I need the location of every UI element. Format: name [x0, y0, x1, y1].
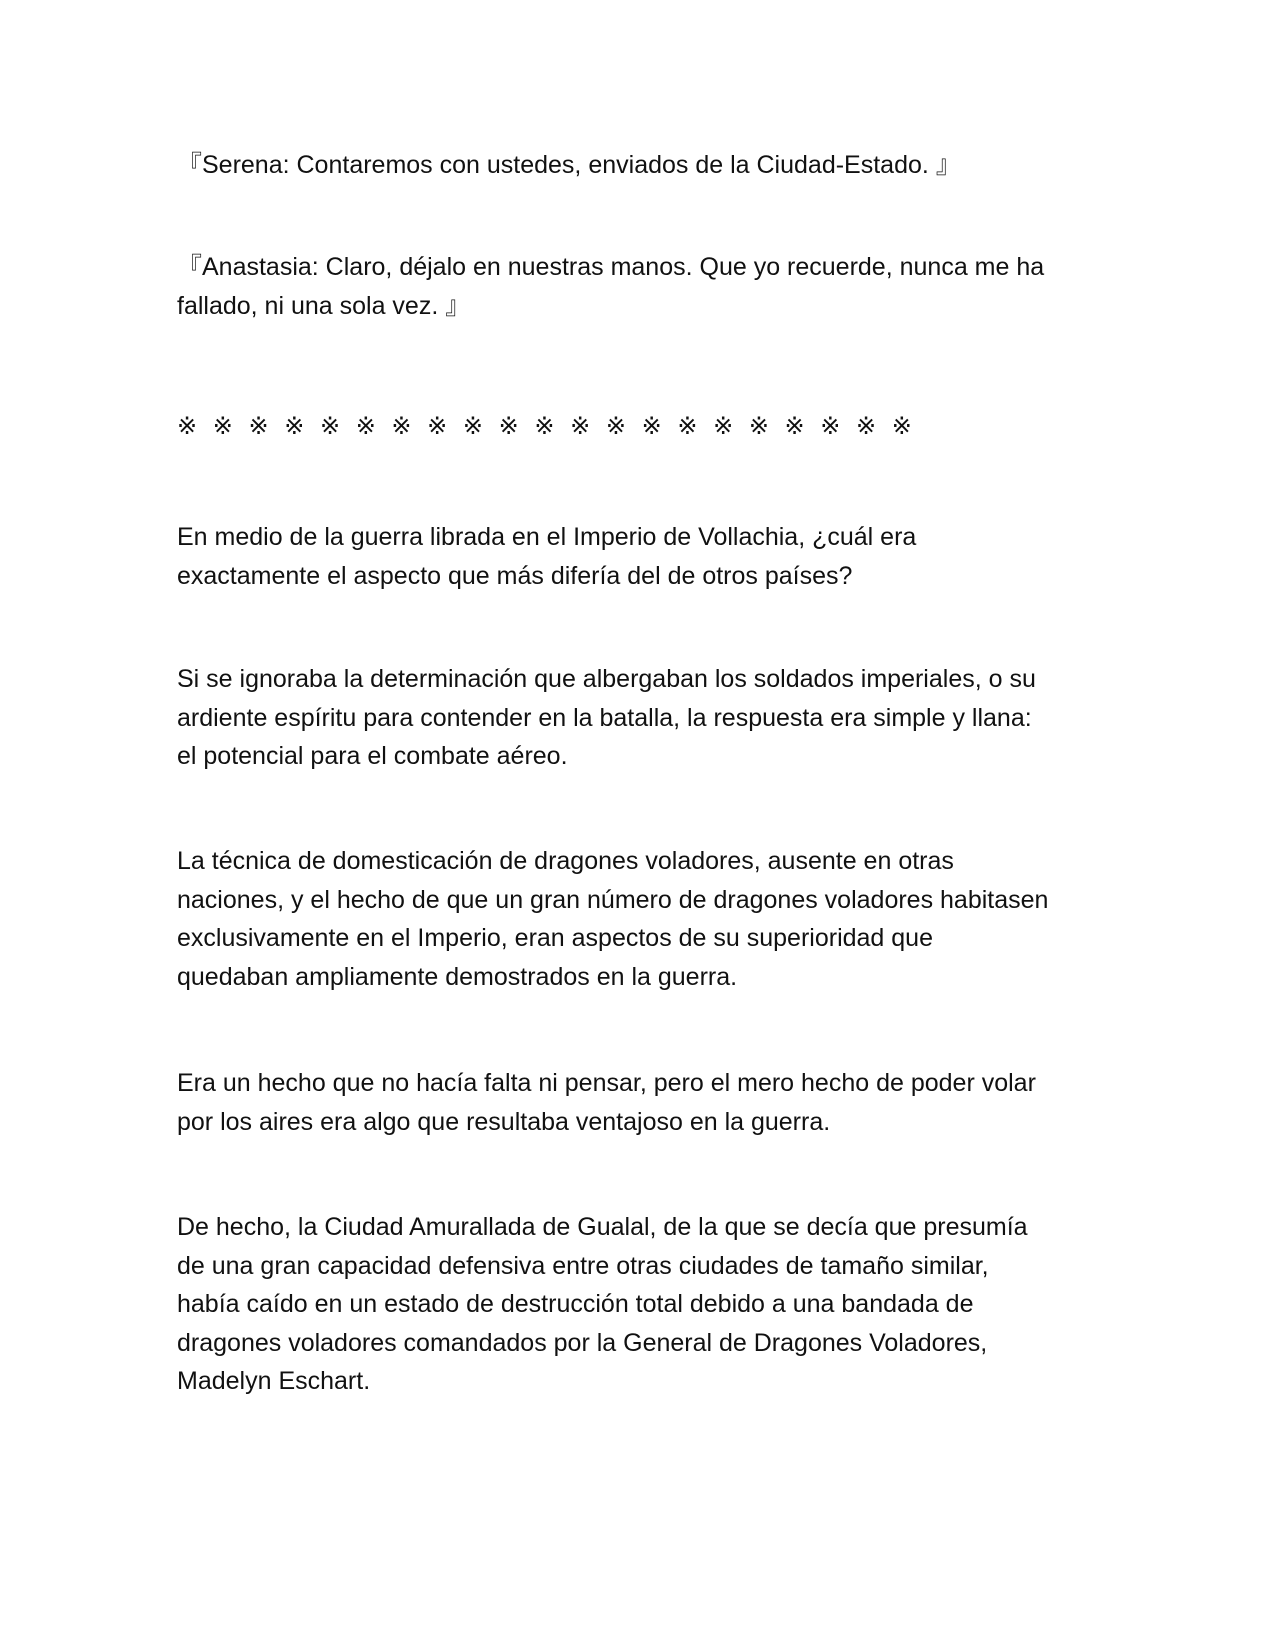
text-line: de una gran capacidad defensiva entre otras ciudades de tamaño similar,	[177, 1251, 989, 1280]
text-line: quedaban ampliamente demostrados en la guerra.	[177, 962, 738, 991]
text-line: dragones voladores comandados por la General de Dragones Voladores,	[177, 1328, 988, 1357]
text-line: 『Serena: Contaremos con ustedes, enviados de la Ciudad-Estado. 』	[177, 151, 961, 179]
paragraph-1	[177, 518, 1117, 595]
text-line: Madelyn Eschart.	[177, 1367, 371, 1395]
dialogue-anastasia	[177, 248, 1117, 325]
dialogue-serena	[177, 146, 1117, 185]
text-line: Era un hecho que no hacía falta ni pensar, pero el mero hecho de poder volar	[177, 1069, 1036, 1097]
text-line: De hecho, la Ciudad Amurallada de Gualal, de la que se decía que presumía	[177, 1213, 1028, 1241]
text-line: La técnica de domesticación de dragones voladores, ausente en otras	[177, 847, 954, 875]
text-line: por los aires era algo que resultaba ventajoso en la guerra.	[177, 1107, 831, 1136]
text-line: el potencial para el combate aéreo.	[177, 742, 568, 770]
text-line: ardiente espíritu para contender en la batalla, la respuesta era simple y llana:	[177, 703, 1032, 732]
text-line: Si se ignoraba la determinación que albergaban los soldados imperiales, o su	[177, 665, 1036, 693]
text-line: fallado, ni una sola vez. 』	[177, 291, 471, 320]
text-line: exactamente el aspecto que más difería del de otros países?	[177, 561, 853, 590]
text-line: En medio de la guerra librada en el Imperio de Vollachia, ¿cuál era	[177, 523, 917, 551]
paragraph-4	[177, 1064, 1117, 1141]
text-line: naciones, y el hecho de que un gran número de dragones voladores habitasen	[177, 885, 1049, 914]
paragraph-5	[177, 1208, 1117, 1401]
scene-break: ※ ※ ※ ※ ※ ※ ※ ※ ※ ※ ※ ※ ※ ※ ※ ※ ※ ※ ※ ※ ※	[177, 412, 916, 440]
paragraph-3	[177, 842, 1117, 996]
paragraph-2	[177, 660, 1117, 776]
text-line: 『Anastasia: Claro, déjalo en nuestras manos. Que yo recuerde, nunca me ha	[177, 253, 1045, 281]
text-line: exclusivamente en el Imperio, eran aspectos de su superioridad que	[177, 924, 933, 952]
text-line: había caído en un estado de destrucción total debido a una bandada de	[177, 1290, 974, 1318]
